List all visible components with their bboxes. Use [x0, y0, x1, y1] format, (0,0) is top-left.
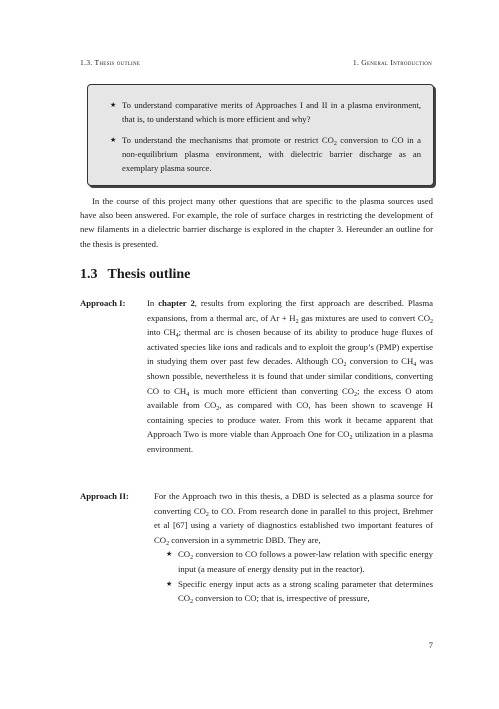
objectives-list: [112, 98, 421, 182]
page-number: 7: [428, 640, 433, 650]
approach-label: Approach I:: [80, 298, 126, 308]
text-run: gas mixtures are used to convert CO: [298, 312, 430, 323]
objective-item: [112, 133, 421, 175]
text-run: to CO. From research done in parallel to this project, Brehmer et al [67] using a variety of diagnostics established two important features of CO: [154, 505, 433, 545]
subscript: 2: [190, 599, 194, 606]
text-run: , results from exploring the first approach are described. Plasma expansions, from a thermal arc, of Ar + H: [147, 298, 433, 323]
header-left-number: 1.3.: [80, 58, 93, 67]
intro-paragraph: In the course of this project many other questions that are specific to the plasma sources used have also been answered. For example, the role of surface charges in restricting the development of new filaments in a dielectric barrier discharge is explored in the chapter 3. Hereunder an outline for the thesis is presented.: [80, 196, 433, 249]
objective-text: To understand the mechanisms that promote or restrict CO: [122, 135, 334, 145]
text-run: conversion in a symmetric DBD. They are,: [169, 534, 321, 545]
objective-text: conversion to CO in a non-equilibrium plasma environment, with dielectric barrier discharge as an exemplary plasma source.: [122, 135, 421, 173]
subscript: 2: [166, 540, 170, 547]
subscript: 2: [216, 406, 220, 413]
star-bullet-icon: ★: [166, 550, 173, 559]
star-bullet-icon: ★: [166, 579, 173, 588]
objective-text: To understand comparative merits of Approaches I and II in a plasma environment, that is, to understand which is more efficient and why?: [122, 100, 421, 124]
feature-item: [166, 577, 433, 606]
approach-body: [154, 489, 433, 606]
text-run: Specific energy input acts as a strong scaling parameter that determines CO: [178, 578, 433, 604]
subscript: 2: [190, 555, 194, 562]
text-run: ; thermal arc is chosen because of its ability to produce huge fluxes of activated species like ions and radicals and to exploit the group’s (PMP) expertise in studying them over past few decades. Although CO: [147, 327, 433, 367]
subscript: 2: [343, 362, 347, 369]
approach-two: [80, 489, 433, 606]
text-run: into CH: [147, 327, 176, 338]
text-run: was shown possible, nevertheless it is found that under similar conditions, converting CO to CH: [147, 356, 433, 396]
header-right: [353, 58, 432, 67]
text-run: conversion to CH: [346, 356, 414, 367]
subscript: 4: [175, 333, 179, 340]
subscript: 2: [430, 318, 433, 325]
star-bullet-icon: ★: [110, 101, 117, 109]
text-run: is much more efficient than converting CO: [189, 385, 355, 396]
subscript: 2: [333, 141, 337, 147]
section-title: Thesis outline: [107, 267, 191, 282]
subscript: 2: [349, 435, 353, 442]
text-run: , as compared with CO, has been shown to scavenge H containing species to produce water. From this work it became apparent that Approach Two is more viable than Approach One for CO: [147, 400, 433, 440]
feature-item: [166, 547, 433, 576]
header-right-title: General Introduction: [361, 58, 432, 67]
text-run: For the Approach two in this thesis, a DBD is selected as a plasma source for converting CO: [154, 491, 433, 516]
subscript: 2: [205, 511, 209, 518]
subscript: 4: [413, 362, 417, 369]
text-run: CO: [178, 549, 191, 560]
approach-body: [147, 296, 433, 457]
section-number: 1.3: [80, 267, 98, 282]
subscript: 4: [186, 391, 190, 398]
text-run: In: [147, 298, 159, 308]
features-list: [154, 547, 433, 605]
section-heading: [80, 267, 190, 283]
header-left-title: Thesis outline: [94, 58, 141, 67]
header-left: [80, 58, 140, 67]
subscript: 2: [354, 391, 358, 398]
objective-item: [112, 98, 421, 126]
chapter-reference: chapter 2: [158, 298, 195, 308]
approach-label: Approach II:: [80, 491, 129, 501]
star-bullet-icon: ★: [110, 136, 117, 144]
text-run: ; the excess O atom available from CO: [147, 385, 433, 411]
header-right-number: 1.: [352, 58, 360, 67]
text-run: conversion to CO follows a power-law relation with specific energy input (a measure of energy density put in the reactor).: [178, 549, 433, 574]
objectives-box: [87, 84, 434, 186]
text-run: conversion to CO; that is, irrespective of pressure,: [193, 593, 370, 604]
text-run: utilization in a plasma environment.: [147, 429, 433, 454]
subscript: 2: [295, 318, 299, 325]
approach-one: [80, 296, 433, 457]
